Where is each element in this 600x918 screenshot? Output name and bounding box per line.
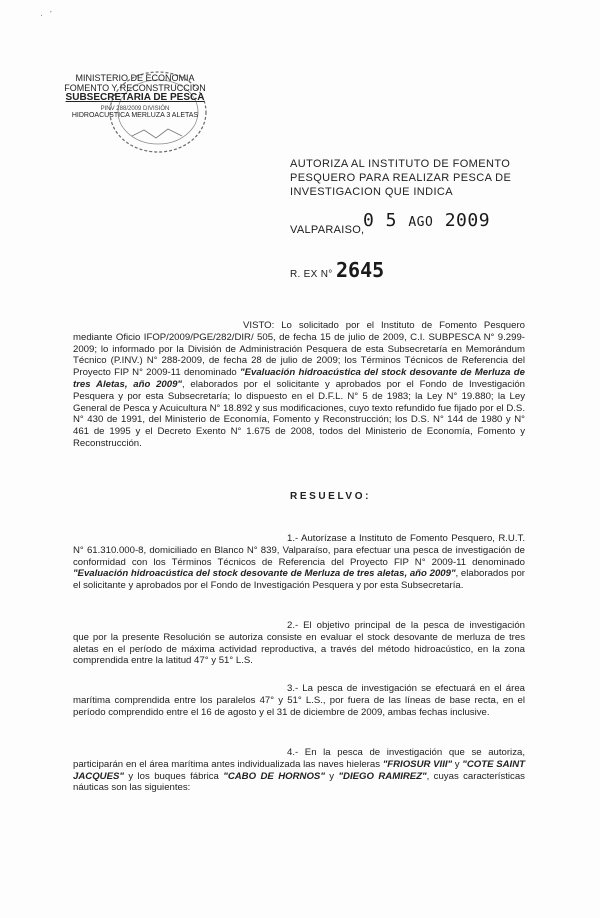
corner-marks: · ´ xyxy=(40,10,55,20)
item-3-text: 3.- La pesca de investigación se efectuará en el área marítima comprendida entre los paralelos 47° y 51° L.S., por fuera de las líneas de base recta, en el período comprendido entre el 16 de agosto y el 31 de diciembre de 2009, ambas fechas inclusive. xyxy=(73,683,525,718)
visto-text-2: , elaborados por el solicitante y aprobados por el Fondo de Investigación Pesquera y por esta Subsecretaría; lo dispuesto en el D.F.L. N° 5 de 1983; la Ley N° 19.880; la Ley General de Pesca y Acuicultura N° 18.892 y sus modificaciones, cuyo texto refundido fue fijado por el D.S. N° 430 de 1991, del Ministerio de Economía, Fomento y Reconstrucción; los D.S. N° 144 de 1980 y N° 461 de 1995 y el Decreto Exento N° 1.675 de 2008, todos del Ministerio de Economía, Fomento y Reconstrucción. xyxy=(73,378,525,449)
date-month: AGO xyxy=(408,215,434,230)
item-4-text: 4.- En la pesca de investigación que se autoriza, participarán en el área marítima antes individualizada las naves hieleras xyxy=(73,747,525,770)
resuelvo-heading: RESUELVO: xyxy=(290,491,371,502)
item-2-text: 2.- El objetivo principal de la pesca de investigación que por la presente Resolución se autoriza consiste en evaluar el stock desovante de merluza de tres aletas en el período de máxima actividad reproductiva, a través del método hidroacústico, en la zona comprendida entre la latitud 47° y 51° L.S. xyxy=(73,620,525,667)
vessel-friosur: "FRIOSUR VIII" xyxy=(382,758,453,770)
resolution-reference xyxy=(290,255,490,285)
item-1-text: 1.- Autorízase a Instituto de Fomento Pesquero, R.U.T. N° 61.310.000-8, domiciliado en Blanco N° 839, Valparaíso, para efectuar una pesca de investigación de conformidad con los Términos Técnicos de Referencia del Proyecto FIP N° 2009-11 denominado xyxy=(73,533,525,568)
ministry-stamp xyxy=(40,60,230,160)
visto-text-1: Lo solicitado por el Instituto de Fomento Pesquero mediante Oficio IFOP/2009/PGE/282/DIR/ 505, de fecha 15 de julio de 2009, C.I. SUBPESCA N° 9.299-2009; lo informado por la División de Administración Pesquera de esta Subsecretaría en Memorándum Técnico (P.INV.) N° 288-2009, de fecha 28 de julio de 2009; los Términos Técnicos de Referencia del Proyecto FIP N° 2009-11 denominado xyxy=(73,320,525,379)
stamp-line-fomento: FOMENTO Y RECONSTRUCCION xyxy=(64,83,206,93)
date-year: 2009 xyxy=(444,210,491,231)
item-1-tail: , elaborados por el solicitante y aprobados por el Fondo de Investigación Pesquera y por esta Subsecretaría. xyxy=(73,568,525,592)
stamped-date xyxy=(363,210,490,231)
item-4-and-1: y xyxy=(452,758,463,770)
resolution-label: R. EX N° xyxy=(290,269,333,280)
item-4-tail: , cuyas características náuticas son las siguientes: xyxy=(73,770,525,794)
resolution-number: 2645 xyxy=(336,258,385,282)
item-1-paragraph xyxy=(73,533,525,592)
visto-lead: VISTO: xyxy=(243,320,275,331)
place-date xyxy=(290,210,550,240)
item-4-and-2: y xyxy=(324,770,339,782)
vessel-diego-ramirez: "DIEGO RAMIREZ" xyxy=(338,770,427,782)
stamp-line-hidroacustica: HIDROACUSTICA MERLUZA 3 ALETAS xyxy=(71,112,199,119)
date-day: 0 5 xyxy=(363,210,398,231)
item-2-paragraph xyxy=(73,620,525,667)
visto-project-title: "Evaluación hidroacústica del stock desovante de Merluza de tres Aletas, año 2009" xyxy=(73,367,525,390)
vessel-cote-saint-jacques: "COTE SAINT JACQUES" xyxy=(73,758,525,782)
place-name: VALPARAISO, xyxy=(290,224,365,236)
item-1-project-title: "Evaluación hidroacústica del stock desovante de Merluza de tres aletas, año 2009" xyxy=(73,568,456,580)
visto-paragraph xyxy=(73,320,525,450)
vessel-cabo-de-hornos: "CABO DE HORNOS" xyxy=(223,770,325,782)
document-subject: AUTORIZA AL INSTITUTO DE FOMENTO PESQUERO PARA REALIZAR PESCA DE INVESTIGACION QUE INDICA xyxy=(290,158,512,198)
item-4-paragraph xyxy=(73,747,525,794)
stamp-line-pinv: PINV 288/2009 DIVISIÓN xyxy=(100,106,170,112)
item-3-paragraph xyxy=(73,683,525,718)
item-4-mid: y los buques fábrica xyxy=(123,770,224,782)
stamp-line-subsecretaria: SUBSECRETARIA DE PESCA xyxy=(65,92,205,103)
stamp-line-ministry: MINISTERIO DE ECONOMIA xyxy=(75,73,195,83)
